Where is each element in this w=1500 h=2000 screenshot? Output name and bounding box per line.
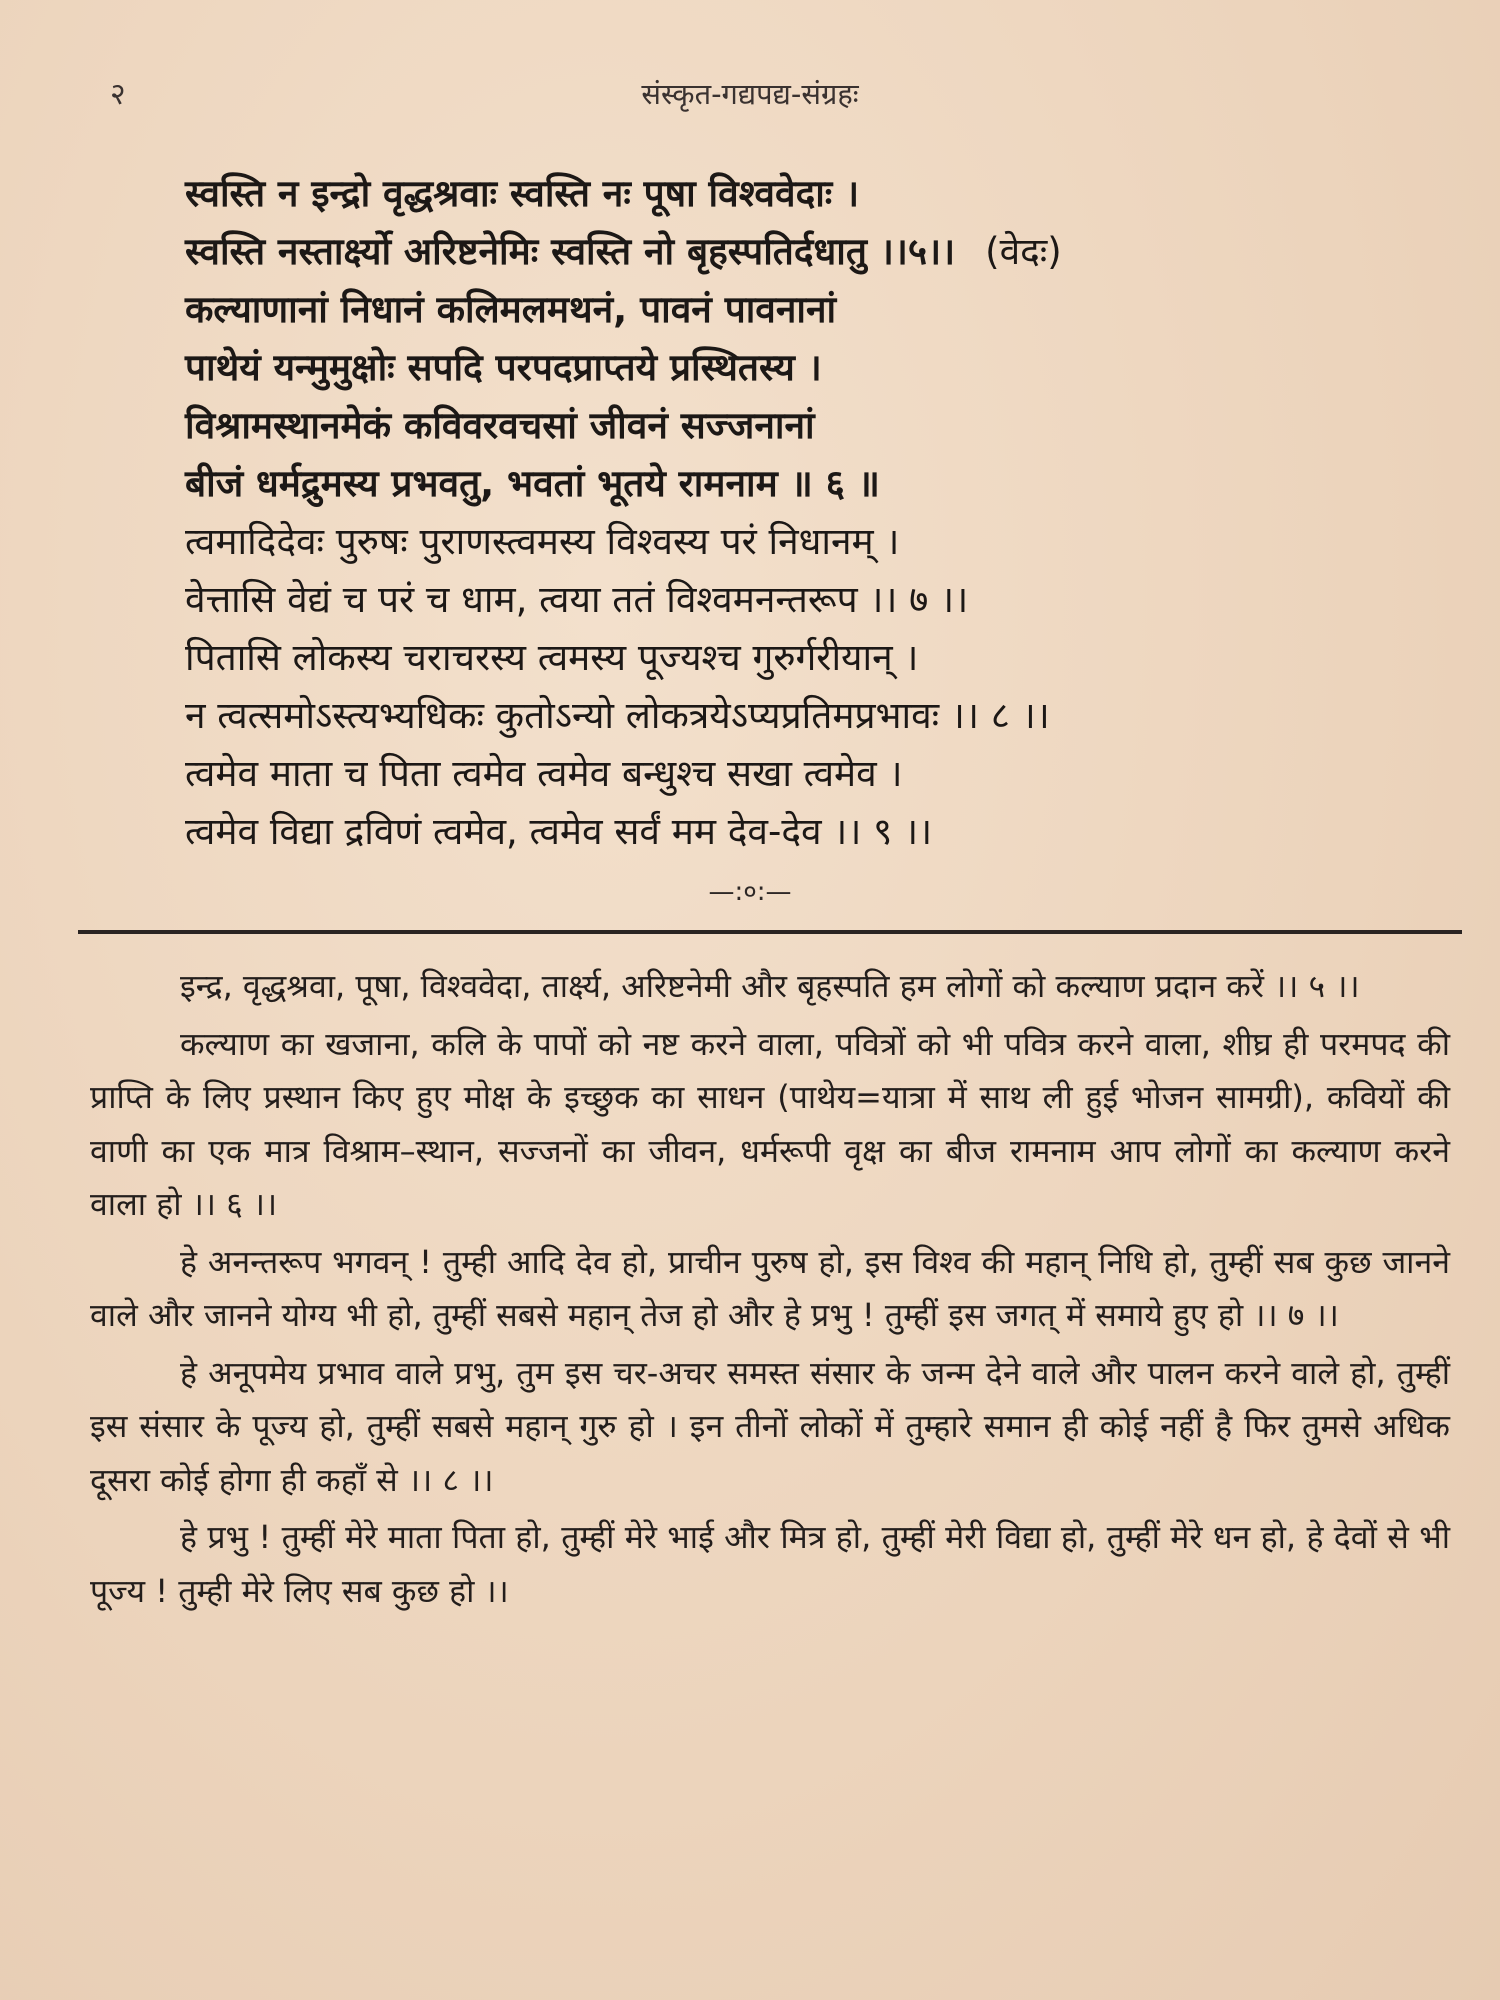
verse-line: त्वमेव माता च पिता त्वमेव त्वमेव बन्धुश्च सखा त्वमेव । bbox=[185, 752, 903, 795]
page-number: २ bbox=[110, 77, 126, 112]
hindi-translation bbox=[90, 960, 1450, 1622]
translation-paragraph: हे अनूपमेय प्रभाव वाले प्रभु, तुम इस चर-अचर समस्त संसार के जन्म देने वाले और पालन करने वाले हो, तुम्हीं इस संसार के पूज्य हो, तुम्हीं सबसे महान् गुरु हो । इन तीनों लोकों में तुम्हारे समान ही कोई नहीं है फिर तुमसे अधिक दूसरा कोई होगा ही कहाँ से ।। ८ ।। bbox=[90, 1353, 1450, 1499]
running-title: संस्कृत-गद्यपद्य-संग्रहः bbox=[641, 77, 859, 111]
translation-paragraph: इन्द्र, वृद्धश्रवा, पूषा, विश्ववेदा, तार्क्ष्य, अरिष्टनेमी और बृहस्पति हम लोगों को कल्याण प्रदान करें ।। ५ ।। bbox=[180, 967, 1360, 1005]
verse-line: विश्रामस्थानमेकं कविवरवचसां जीवनं सज्जनानां bbox=[185, 404, 815, 447]
verse-line bbox=[185, 223, 1455, 281]
translation-paragraph: कल्याण का खजाना, कलि के पापों को नष्ट करने वाला, पवित्रों को भी पवित्र करने वाला, शीघ्र ही परमपद की प्राप्ति के लिए प्रस्थान किए हुए मोक्ष के इच्छुक का साधन (पाथेय=यात्रा में साथ ली हुई भोजन सामग्री), कवियों की वाणी का एक मात्र विश्राम–स्थान, सज्जनों का जीवन, धर्मरूपी वृक्ष का बीज रामनाम आप लोगों का कल्याण करने वाला हो ।। ६ ।। bbox=[90, 1024, 1450, 1223]
verse-text: स्वस्ति नस्तार्क्ष्यो अरिष्टनेमिः स्वस्ति नो बृहस्पतिर्दधातु ।।५।। bbox=[185, 230, 956, 273]
verse-source: (वेदः) bbox=[985, 230, 1062, 273]
verse-line: त्वमेव विद्या द्रविणं त्वमेव, त्वमेव सर्वं मम देव-देव ।। ९ ।। bbox=[185, 810, 933, 853]
translation-paragraph: हे अनन्तरूप भगवन् ! तुम्ही आदि देव हो, प्राचीन पुरुष हो, इस विश्व की महान् निधि हो, तुम्हीं सब कुछ जानने वाले और जानने योग्य भी हो, तुम्हीं सबसे महान् तेज हो और हे प्रभु ! तुम्हीं इस जगत् में समाये हुए हो ।। ७ ।। bbox=[90, 1242, 1450, 1334]
section-separator: —:०:— bbox=[708, 877, 792, 907]
verse-line: पितासि लोकस्य चराचरस्य त्वमस्य पूज्यश्च गुरुर्गरीयान् । bbox=[185, 636, 919, 679]
verse-line: स्वस्ति न इन्द्रो वृद्धश्रवाः स्वस्ति नः पूषा विश्ववेदाः । bbox=[185, 172, 860, 215]
horizontal-rule bbox=[78, 930, 1462, 934]
verse-line: न त्वत्समोऽस्त्यभ्यधिकः कुतोऽन्यो लोकत्रयेऽप्यप्रतिमप्रभावः ।। ८ ।। bbox=[185, 694, 1050, 737]
verse-line: पाथेयं यन्मुमुक्षोः सपदि परपदप्राप्तये प्रस्थितस्य । bbox=[185, 346, 822, 389]
translation-paragraph: हे प्रभु ! तुम्हीं मेरे माता पिता हो, तुम्हीं मेरे भाई और मित्र हो, तुम्हीं मेरी विद्या हो, तुम्हीं मेरे धन हो, हे देवों से भी पूज्य ! तुम्ही मेरे लिए सब कुछ हो ।। bbox=[90, 1518, 1450, 1610]
verse-line: वेत्तासि वेद्यं च परं च धाम, त्वया ततं विश्वमनन्तरूप ।। ७ ।। bbox=[185, 578, 969, 621]
verse-line: बीजं धर्मद्रुमस्य प्रभवतु, भवतां भूतये रामनाम ॥ ६ ॥ bbox=[185, 462, 880, 505]
sanskrit-verses bbox=[185, 165, 1455, 861]
page-header bbox=[0, 72, 1500, 120]
verse-line: कल्याणानां निधानं कलिमलमथनं, पावनं पावनानां bbox=[185, 288, 837, 331]
verse-line: त्वमादिदेवः पुरुषः पुराणस्त्वमस्य विश्वस्य परं निधानम् । bbox=[185, 520, 900, 563]
